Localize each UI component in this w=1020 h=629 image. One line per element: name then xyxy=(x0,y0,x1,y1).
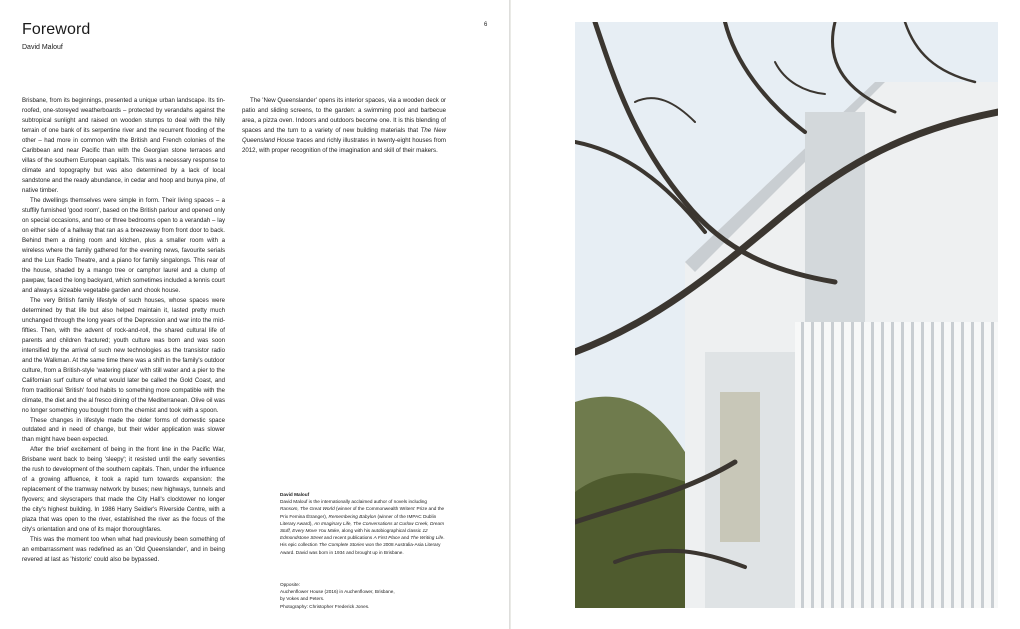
batten xyxy=(831,322,834,608)
batten xyxy=(941,322,944,608)
batten xyxy=(891,322,894,608)
batten xyxy=(991,322,994,608)
text-run: and recent publications xyxy=(322,535,374,541)
bio-name: David Malouf xyxy=(280,492,310,497)
batten xyxy=(861,322,864,608)
text-column-1 xyxy=(22,96,225,565)
upper-window xyxy=(805,112,865,352)
text-run: and xyxy=(399,535,411,541)
batten xyxy=(881,322,884,608)
book-title: A First Place xyxy=(373,535,400,541)
batten xyxy=(911,322,914,608)
house-photo xyxy=(575,22,998,608)
batten xyxy=(961,322,964,608)
batten xyxy=(931,322,934,608)
left-page xyxy=(0,0,509,629)
caption-line: Auchenflower House (2016) in Auchenflower, Brisbane, xyxy=(280,589,395,595)
book-title: Ransom, The Great World xyxy=(280,506,335,512)
page-title: Foreword xyxy=(22,21,91,38)
batten xyxy=(851,322,854,608)
caption-label: Opposite: xyxy=(280,582,301,587)
batten-screen xyxy=(795,322,998,608)
house-photo-illustration xyxy=(575,22,998,608)
text-run: , along with his autobiographical classic xyxy=(339,528,423,534)
text-run: . His epic collection xyxy=(280,535,445,548)
book-title: The Complete Stories xyxy=(318,542,365,548)
text-run: The 'New Queenslander' opens its interior spaces, via a wooden deck or patio and sliding screens, to the garden: a swimming pool and barbecue area, a pizza oven. Indoors and outdoors become one. It is this blending of spaces and the turn to a variety of new building materials that xyxy=(242,97,446,134)
book-title: The New Queensland House xyxy=(242,126,446,144)
paragraph: This was the moment too when what had previously been something of an embarrassment was redefined as an 'Old Queenslander', and in being revered at last as 'historic' could also be bypassed. xyxy=(22,536,225,564)
text-run: (winner of the Commonwealth Writers' Prize and the Prix Femina Étranger), xyxy=(280,506,445,519)
batten xyxy=(811,322,814,608)
batten xyxy=(871,322,874,608)
batten xyxy=(971,322,974,608)
paragraph: These changes in lifestyle made the older forms of domestic space outdated and in need of change, but their wider application was slower than might have been expected. xyxy=(22,416,225,444)
caption-line: by Vokes and Peters. xyxy=(280,596,325,602)
paragraph: The dwellings themselves were simple in form. Their living spaces – a stuffily furnished 'good room', based on the British parlour and opened only on special occasions, and two or three bedrooms open to a verandah – lay on either side of a hallway that ran as a breezeway from front door to back. Behind them a dining room and kitchen, plus a smaller room with a wireless where the family gathered for the evening news, favourite serials and the Lux Radio Theatre, and a piano for family singalongs. This rear of the house, shaded by a mango tree or camphor laurel and a clump of pawpaw, faced the long backyard, which sometimes included a tennis court and always a sizeable vegetable garden and chook house. xyxy=(22,196,225,294)
bio-text xyxy=(280,499,445,554)
text-run: (winner of the IMPAC Dublin Literary Award), xyxy=(280,513,437,526)
paragraph xyxy=(242,96,446,156)
text-run: won the 2008 Australia-Asia Literary Award. David was born in 1934 and brought up in Brisbane. xyxy=(280,542,441,555)
book-title: Remembering Babylon xyxy=(328,513,377,519)
batten xyxy=(981,322,984,608)
text-column-2 xyxy=(242,96,446,156)
book-title: 12 Edmondstone Street xyxy=(280,528,428,541)
batten xyxy=(821,322,824,608)
author-bio xyxy=(280,491,445,556)
batten xyxy=(841,322,844,608)
batten xyxy=(901,322,904,608)
batten xyxy=(801,322,804,608)
text-run: traces and richly illustrates in twenty-eight houses from 2012, with proper recognition of the imagination and skill of their makers. xyxy=(242,136,447,154)
caption-credit: Photography: Christopher Frederick Jones. xyxy=(280,603,370,609)
book-title: The Writing Life xyxy=(410,535,444,541)
photo-caption xyxy=(280,581,445,610)
paragraph: After the brief excitement of being in the front line in the Pacific War, Brisbane went back to being 'sleepy'; it resisted until the early seventies the rush to development of the southern capitals. Then, under the influence of a growing affluence, it took a rapid turn towards expansion: the replacement of the tramway network by buses; new highways, tunnels and flyovers; and skyscrapers that made the City Hall's clocktower no longer the city's highest building. In 1986 Harry Seidler's Riverside Centre, with a plaza that was open to the river, established the river as the focus of the city's orientation and one of its major thoroughfares. xyxy=(22,446,225,534)
batten xyxy=(951,322,954,608)
paragraph: Brisbane, from its beginnings, presented a unique urban landscape. Its tin-roofed, one-storeyed weatherboards – protected by verandahs against the subtropical sunlight and raised on wooden stumps to deal with the hilly terrain of one bank of its serpentine river and the recurrent flooding of the other – had more in common with the British and French colonies of the Caribbean and near Pacific than with the Georgian stone terraces and villas of the southern European capitals. This was a necessary response to climate and topography but was also determined by a lack of local sandstone and the ready abundance, in cedar and hoop and bunya pine, of native timber. xyxy=(22,97,225,194)
page-author: David Malouf xyxy=(22,44,63,51)
text-run: David Malouf is the internationally acclaimed author of novels including xyxy=(280,499,427,505)
page-number: 6 xyxy=(484,22,488,28)
paragraph: The very British family lifestyle of such houses, whose spaces were determined by that life but also helped maintain it, lasted pretty much unchanged through the long years of the Depression and war into the mid-fifties. Then, with the advent of rock-and-roll, the shared cultural life of parents and children fractured; youth culture was born and was soon intensified by the arrival of such new technologies as the transistor radio and the Walkman. At the same time there was a shift in the family's outdoor culture, from a British-style 'watering place' with still water and a pier to the Californian surf culture of what would later be called the Gold Coast, and from traditional 'British' food habits to something more compatible with the climate, the diet and the al fresco dining of the Mediterranean. Olive oil was no longer something you bought from the chemist and took with a spoon. xyxy=(22,296,225,414)
batten xyxy=(921,322,924,608)
book-title: An Imaginary Life, The Conversations at Curlow Creek, Dream Stuff, Every Move You Make xyxy=(280,520,445,534)
